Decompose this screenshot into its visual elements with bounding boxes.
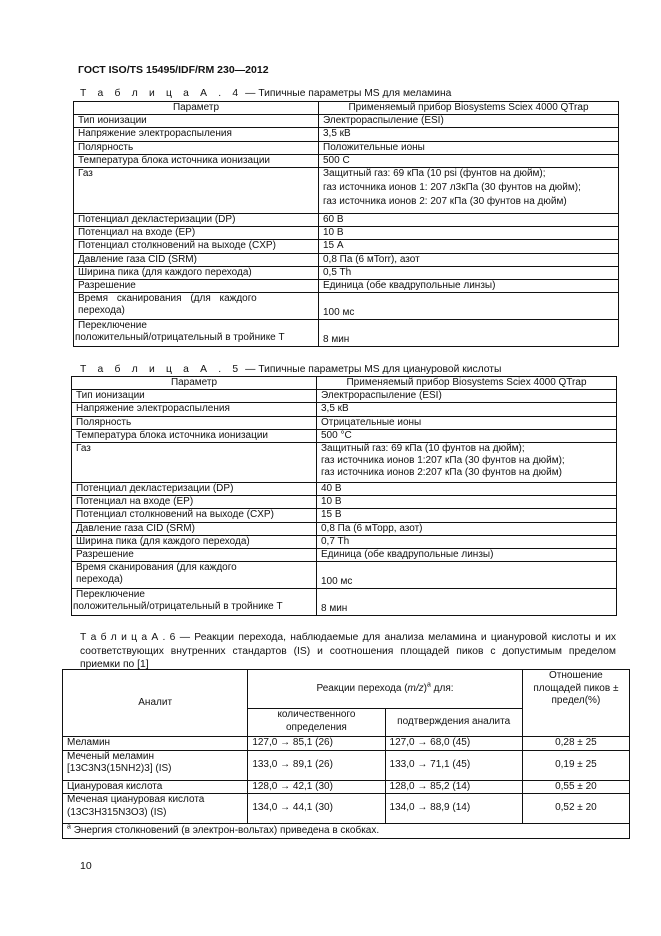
table-a4-caption	[80, 87, 451, 100]
param-cell: Потенциал на входе (EP)	[72, 496, 317, 509]
table-row	[72, 443, 617, 483]
value-cell: 60 В	[319, 214, 619, 227]
table-row	[74, 266, 619, 279]
value-cell: Единица (обе квадрупольные линзы)	[319, 280, 619, 293]
param-cell: Газ	[74, 168, 319, 214]
header-cell-ratio: Отношение площадей пиков ± предел(%)	[522, 670, 629, 737]
scan-line: Время сканирования (для каждого	[78, 293, 257, 305]
table-a5-caption-prefix: Т а б л и ц а А . 5	[80, 364, 243, 375]
value-cell: 0,8 Па (6 мTorr), азот	[319, 253, 619, 266]
param-cell: Потенциал декластеризации (DP)	[74, 214, 319, 227]
param-cell: Тип ионизации	[74, 115, 319, 128]
table-a4-caption-prefix: Т а б л и ц а А . 4	[80, 88, 243, 99]
ratio-cell: 0,52 ± 20	[522, 794, 629, 824]
header-cell-device: Применяемый прибор Biosystems Sciex 4000 QTrap	[319, 102, 619, 115]
value-cell: 0,7 Th	[317, 535, 617, 548]
value-cell: 3,5 кВ	[319, 128, 619, 141]
ratio-cell: 0,28 ± 25	[522, 737, 629, 751]
quant-cell: 134,0 → 44,1 (30)	[248, 794, 385, 824]
reactions-tail: для:	[430, 682, 454, 694]
table-row	[72, 416, 617, 429]
value-cell: 10 В	[317, 496, 617, 509]
param-cell: Напряжение электрораспыления	[74, 128, 319, 141]
param-cell: Полярность	[74, 141, 319, 154]
param-cell: Напряжение электрораспыления	[72, 403, 317, 416]
table-row	[74, 253, 619, 266]
table-row	[63, 750, 630, 780]
confirm-cell: 128,0 → 85,2 (14)	[385, 780, 522, 794]
analyte-line: (13C3H315N3O3) (IS)	[67, 806, 167, 818]
table-row	[72, 429, 617, 442]
page-number: 10	[80, 860, 92, 872]
table-row	[72, 522, 617, 535]
quant-cell: 128,0 → 42,1 (30)	[248, 780, 385, 794]
table-row	[72, 390, 617, 403]
table-row	[74, 214, 619, 227]
scan-line: Время сканирования (для каждого	[76, 562, 237, 574]
reactions-label: Реакции перехода (	[316, 682, 408, 694]
param-cell: Ширина пика (для каждого перехода)	[72, 535, 317, 548]
param-cell: Температура блока источника ионизации	[72, 429, 317, 442]
footnote-row	[63, 824, 630, 839]
param-cell: Потенциал столкновений на выходе (CXP)	[74, 240, 319, 253]
confirm-cell: 133,0 → 71,1 (45)	[385, 750, 522, 780]
value-cell: 0,5 Th	[319, 266, 619, 279]
ratio-cell: 0,19 ± 25	[522, 750, 629, 780]
header-cell-reactions	[248, 670, 522, 709]
param-cell: Потенциал на входе (EP)	[74, 227, 319, 240]
confirm-cell: 127,0 → 68,0 (45)	[385, 737, 522, 751]
value-cell: 500 С	[319, 154, 619, 167]
value-cell: 15 А	[319, 240, 619, 253]
switch-line: положительный/отрицательный в тройнике Т	[73, 601, 283, 613]
table-row	[72, 483, 617, 496]
table-row	[74, 115, 619, 128]
scan-line: перехода)	[78, 305, 125, 317]
analyte-line: Меченый меламин	[67, 750, 155, 762]
gas-line: газ источника ионов 1: 207 л3кПа (30 фунтов на дюйм);	[323, 182, 581, 194]
value-cell: 3,5 кВ	[317, 403, 617, 416]
table-row	[74, 240, 619, 253]
table-row	[74, 227, 619, 240]
table-row	[74, 320, 619, 347]
param-cell-scan	[74, 293, 319, 320]
table-row	[74, 280, 619, 293]
scan-line: перехода)	[76, 574, 123, 586]
value-cell: 40 В	[317, 483, 617, 496]
switch-line: Переключение	[76, 589, 145, 601]
value-cell: 15 В	[317, 509, 617, 522]
table-a6-caption: Т а б л и ц а А . 6 — Реакции перехода, наблюдаемые для анализа меламина и циануровой кислоты и их соответствующих внутренних стандартов (IS) и соотношения площадей пиков с допустимым пределом приемки по [1]	[80, 632, 616, 670]
header-cell-param: Параметр	[74, 102, 319, 115]
gas-line: газ источника ионов 2:207 кПа (30 фунтов на дюйм)	[321, 467, 562, 479]
footnote-text: Энергия столкновений (в электрон-вольтах) приведена в скобках.	[73, 825, 380, 836]
header-cell-quant: количественного определения	[248, 709, 385, 737]
value-cell: 10 В	[319, 227, 619, 240]
table-header-row	[72, 377, 617, 390]
value-cell: 0,8 Па (6 мТорр, азот)	[317, 522, 617, 535]
document-header: ГОСТ ISO/TS 15495/IDF/RM 230—2012	[78, 64, 269, 76]
param-cell: Температура блока источника ионизации	[74, 154, 319, 167]
param-cell: Давление газа CID (SRM)	[72, 522, 317, 535]
footnote-mark: a	[67, 823, 71, 831]
table-a4-caption-text: — Типичные параметры MS для меламина	[242, 88, 452, 99]
value-cell-gas	[319, 168, 619, 214]
table-row	[72, 509, 617, 522]
value-cell: 8 мин	[319, 320, 619, 347]
value-cell-gas	[317, 443, 617, 483]
value-cell: Электрораспыление (ESI)	[317, 390, 617, 403]
table-a6	[62, 669, 630, 839]
header-cell-param: Параметр	[72, 377, 317, 390]
value-cell: 500 °С	[317, 429, 617, 442]
param-cell: Потенциал столкновений на выходе (CXP)	[72, 509, 317, 522]
table-row	[63, 794, 630, 824]
table-row	[72, 549, 617, 562]
ratio-cell: 0,55 ± 20	[522, 780, 629, 794]
switch-line: положительный/отрицательный в тройнике Т	[75, 332, 285, 344]
param-cell-switch	[72, 589, 317, 616]
confirm-cell: 134,0 → 88,9 (14)	[385, 794, 522, 824]
value-cell: 100 мс	[317, 562, 617, 589]
table-row	[72, 562, 617, 589]
analyte-cell: Циануровая кислота	[63, 780, 248, 794]
value-cell: 8 мин	[317, 589, 617, 616]
gas-line: газ источника ионов 1:207 кПа (30 фунтов на дюйм);	[321, 455, 565, 467]
table-row	[72, 496, 617, 509]
param-cell: Разрешение	[72, 549, 317, 562]
header-cell-device: Применяемый прибор Biosystems Sciex 4000 QTrap	[317, 377, 617, 390]
param-cell-switch	[74, 320, 319, 347]
table-a5	[71, 376, 617, 616]
table-row	[63, 780, 630, 794]
reactions-mz: m/z	[407, 682, 424, 694]
reactions-paren: )	[423, 682, 427, 694]
gas-line: Защитный газ: 69 кПа (10 фунтов на дюйм);	[321, 443, 525, 455]
analyte-line: [13C3N3(15NH2)3] (IS)	[67, 763, 172, 774]
table-a5-caption-text: — Типичные параметры MS для циануровой кислоты	[242, 364, 502, 375]
reactions-footnote-mark: a	[427, 681, 431, 689]
gas-line: газ источника ионов 2: 207 кПа (30 фунтов на дюйм)	[323, 196, 567, 208]
param-cell: Потенциал декластеризации (DP)	[72, 483, 317, 496]
table-header-row	[74, 102, 619, 115]
table-row	[74, 128, 619, 141]
param-cell: Разрешение	[74, 280, 319, 293]
table-a4	[73, 101, 619, 347]
table-row	[72, 535, 617, 548]
switch-line: Переключение	[78, 320, 147, 332]
table-row	[72, 403, 617, 416]
analyte-line: Меченая циануровая кислота	[67, 794, 205, 805]
footnote-cell	[63, 824, 630, 839]
value-cell: Положительные ионы	[319, 141, 619, 154]
param-cell-scan	[72, 562, 317, 589]
table-row	[74, 154, 619, 167]
table-row	[63, 737, 630, 751]
table-row	[74, 293, 619, 320]
table-header-row	[63, 670, 630, 709]
param-cell: Газ	[72, 443, 317, 483]
value-cell: 100 мс	[319, 293, 619, 320]
quant-cell: 133,0 → 89,1 (26)	[248, 750, 385, 780]
analyte-cell	[63, 750, 248, 780]
value-cell: Отрицательные ионы	[317, 416, 617, 429]
quant-cell: 127,0 → 85,1 (26)	[248, 737, 385, 751]
param-cell: Ширина пика (для каждого перехода)	[74, 266, 319, 279]
table-row	[74, 168, 619, 214]
gas-line: Защитный газ: 69 кПа (10 psi (фунтов на дюйм);	[323, 168, 546, 180]
value-cell: Электрораспыление (ESI)	[319, 115, 619, 128]
table-a5-caption	[80, 363, 501, 376]
analyte-cell	[63, 794, 248, 824]
param-cell: Полярность	[72, 416, 317, 429]
value-cell: Единица (обе квадрупольные линзы)	[317, 549, 617, 562]
table-row	[72, 589, 617, 616]
param-cell: Давление газа CID (SRM)	[74, 253, 319, 266]
param-cell: Тип ионизации	[72, 390, 317, 403]
analyte-cell: Меламин	[63, 737, 248, 751]
table-row	[74, 141, 619, 154]
header-cell-confirm: подтверждения аналита	[385, 709, 522, 737]
header-cell-analyte: Аналит	[63, 670, 248, 737]
